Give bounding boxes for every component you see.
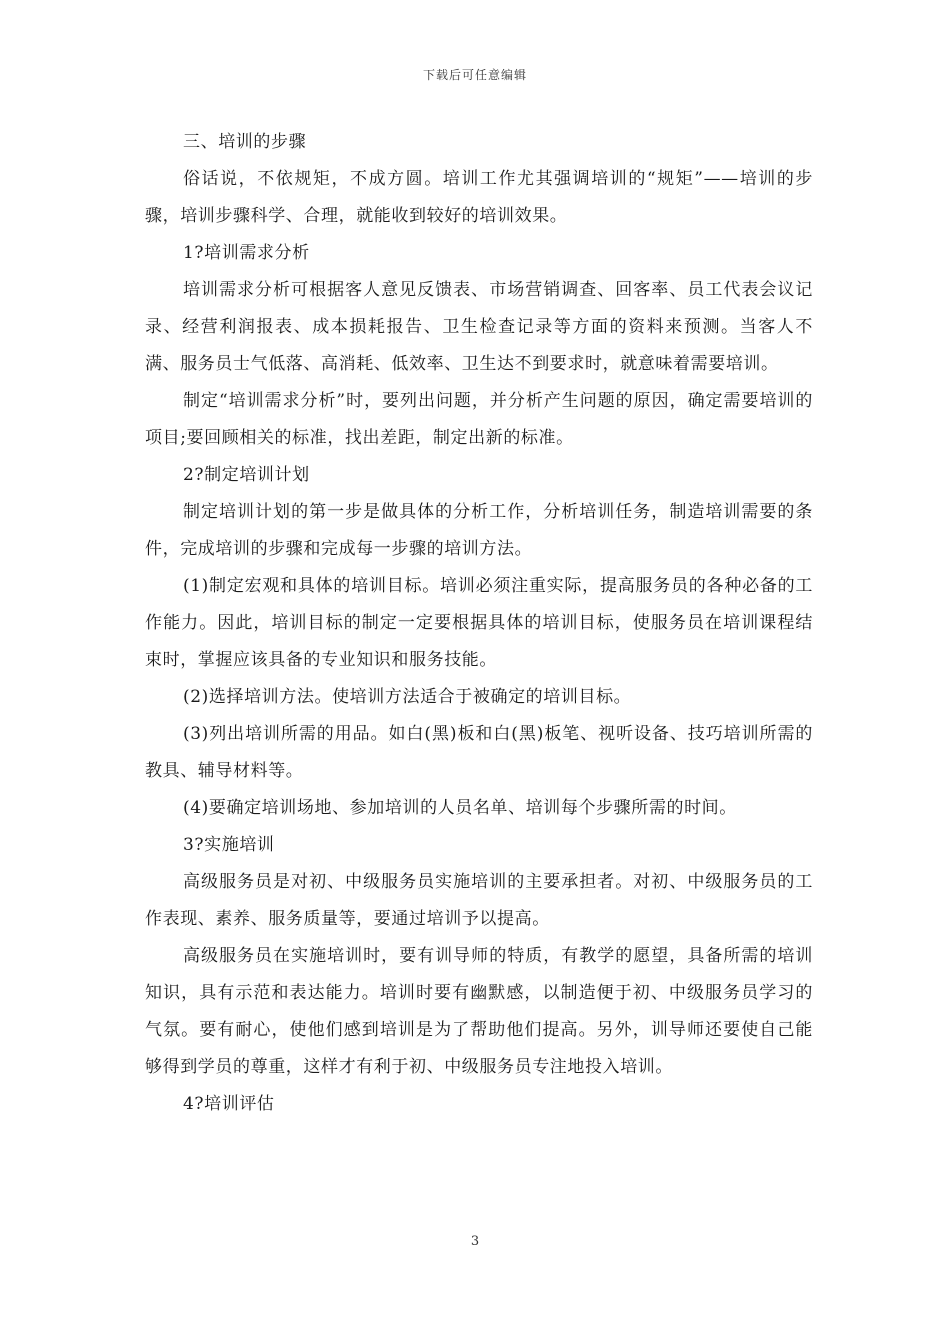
subheading-evaluation: 4?培训评估 (183, 1094, 275, 1114)
subheading-needs-analysis: 1?培训需求分析 (183, 243, 310, 263)
paragraph-needs-analysis-method: 制定“培训需求分析”时，要列出问题，并分析产生问题的原因，确定需要培训的项目;要回顾相关的标准，找出差距，制定出新的标准。 (145, 391, 813, 448)
paragraph-implementation-qualities: 高级服务员在实施培训时，要有训导师的特质，有教学的愿望，具备所需的培训知识，具有示范和表达能力。培训时要有幽默感，以制造便于初、中级服务员学习的气氛。要有耐心，使他们感到培训是为了帮助他们提高。另外，训导师还要使自己能够得到学员的尊重，这样才有利于初、中级服务员专注地投入培训。 (145, 946, 813, 1077)
page-header: 下载后可任意编辑 (422, 68, 527, 82)
paragraph-needs-analysis-sources: 培训需求分析可根据客人意见反馈表、市场营销调查、回客率、员工代表会议记录、经营利润报表、成本损耗报告、卫生检查记录等方面的资料来预测。当客人不满、服务员士气低落、高消耗、低效率、卫生达不到要求时，就意味着需要培训。 (145, 280, 813, 374)
paragraph-plan-item-2: (2)选择培训方法。使培训方法适合于被确定的培训目标。 (183, 687, 632, 707)
page-number: 3 (470, 1234, 480, 1249)
paragraph-implementation-role: 高级服务员是对初、中级服务员实施培训的主要承担者。对初、中级服务员的工作表现、素养、服务质量等，要通过培训予以提高。 (145, 872, 813, 929)
subheading-implementation: 3?实施培训 (183, 835, 275, 855)
section-heading-steps: 三、培训的步骤 (183, 132, 307, 152)
subheading-training-plan: 2?制定培训计划 (183, 465, 310, 485)
paragraph-intro: 俗话说，不依规矩，不成方圆。培训工作尤其强调培训的“规矩”——培训的步骤，培训步骤科学、合理，就能收到较好的培训效果。 (145, 169, 813, 226)
document-body (145, 124, 813, 1123)
paragraph-plan-first-step: 制定培训计划的第一步是做具体的分析工作，分析培训任务，制造培训需要的条件，完成培训的步骤和完成每一步骤的培训方法。 (145, 502, 813, 559)
paragraph-plan-item-1: (1)制定宏观和具体的培训目标。培训必须注重实际，提高服务员的各种必备的工作能力。因此，培训目标的制定一定要根据具体的培训目标，使服务员在培训课程结束时，掌握应该具备的专业知识和服务技能。 (145, 576, 813, 670)
paragraph-plan-item-3: (3)列出培训所需的用品。如白(黑)板和白(黑)板笔、视听设备、技巧培训所需的教具、辅导材料等。 (145, 724, 813, 781)
paragraph-plan-item-4: (4)要确定培训场地、参加培训的人员名单、培训每个步骤所需的时间。 (183, 798, 737, 818)
